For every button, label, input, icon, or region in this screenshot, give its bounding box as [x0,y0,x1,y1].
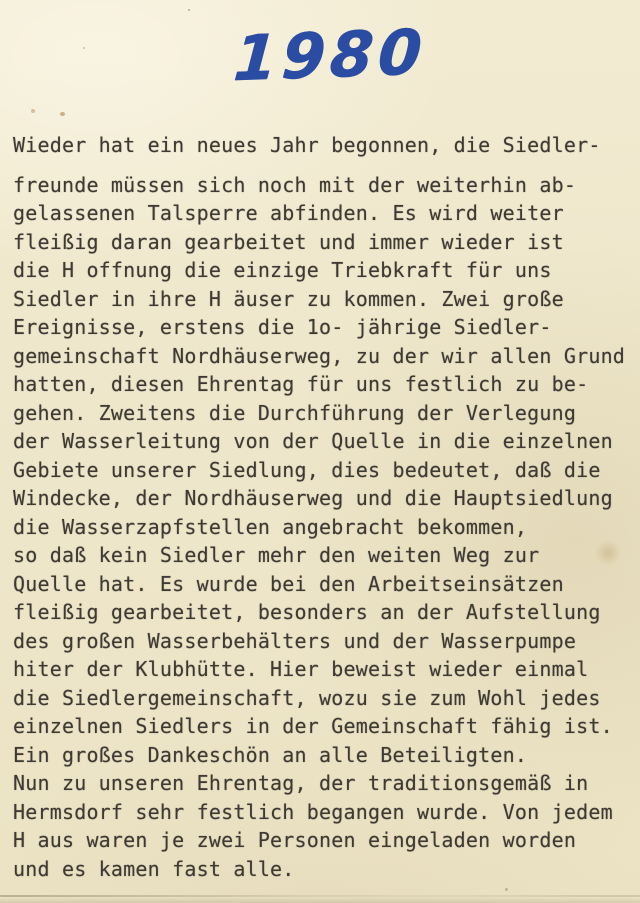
paper-stain-dot [31,109,35,113]
text-line: Windecke, der Nordhäuserweg und die Hauptsiedlung [13,486,613,510]
text-line: Quelle hat. Es wurde bei den Arbeitseinsätzen [13,571,564,596]
text-line: Ein großes Dankeschön an alle Beteiligten. [13,742,528,767]
text-line: und es kamen fast alle. [13,856,295,881]
text-line: die Siedlergemeinschaft, wozu sie zum Wohl jedes [13,685,601,710]
paper-speck [83,47,85,49]
paper-speck [188,9,190,11]
text-line: so daß kein Siedler mehr den weiten Weg zur [13,543,540,567]
text-line: Wieder hat ein neues Jahr begonnen, die Siedler- [13,133,601,157]
text-line: gehen. Zweitens die Durchführung der Verlegung [13,400,577,425]
text-line: Gebiete unserer Siedlung, dies bedeutet, daß die [13,457,601,482]
text-line: gelassenen Talsperre abfinden. Es wird weiter [13,201,564,225]
text-line: fleißig gearbeitet, besonders an der Aufstellung [13,600,601,624]
text-line: H aus waren je zwei Personen eingeladen worden [13,828,577,852]
text-line: hatten, diesen Ehrentag für uns festlich zu be- [13,372,589,396]
text-line: einzelnen Siedlers in der Gemeinschaft fähig ist. [13,714,613,738]
text-line: gemeinschaft Nordhäuserweg, zu der wir allen Grund [13,343,626,368]
text-line: des großen Wasserbehälters und der Wasserpumpe [13,628,577,653]
text-line: die Wasserzapfstellen angebracht bekommen, [13,514,528,539]
paper-speck [505,888,508,891]
text-line: Hermsdorf sehr festlich begangen wurde. Von jedem [13,799,613,824]
text-line: die H offnung die einzige Triebkraft für uns [13,258,552,282]
text-line: Nun zu unseren Ehrentag, der traditionsgemäß in [13,771,589,795]
text-line: Ereignisse, erstens die 1o- jährige Siedler- [13,315,552,339]
text-line: fleißig daran gearbeitet und immer wieder ist [13,229,564,254]
text-line: Siedler in ihre H äuser zu kommen. Zwei große [13,286,564,311]
handwritten-year-title: 1980 [231,15,429,95]
typewritten-text [13,131,631,883]
text-line: der Wasserleitung von der Quelle in die einzelnen [13,429,613,453]
text-line: freunde müssen sich noch mit der weiterhin ab- [13,172,577,197]
text-line: hiter der Klubhütte. Hier beweist wieder einmal [13,657,589,681]
paper-stain-dot [60,112,65,116]
scan-edge-shadow [0,897,640,903]
